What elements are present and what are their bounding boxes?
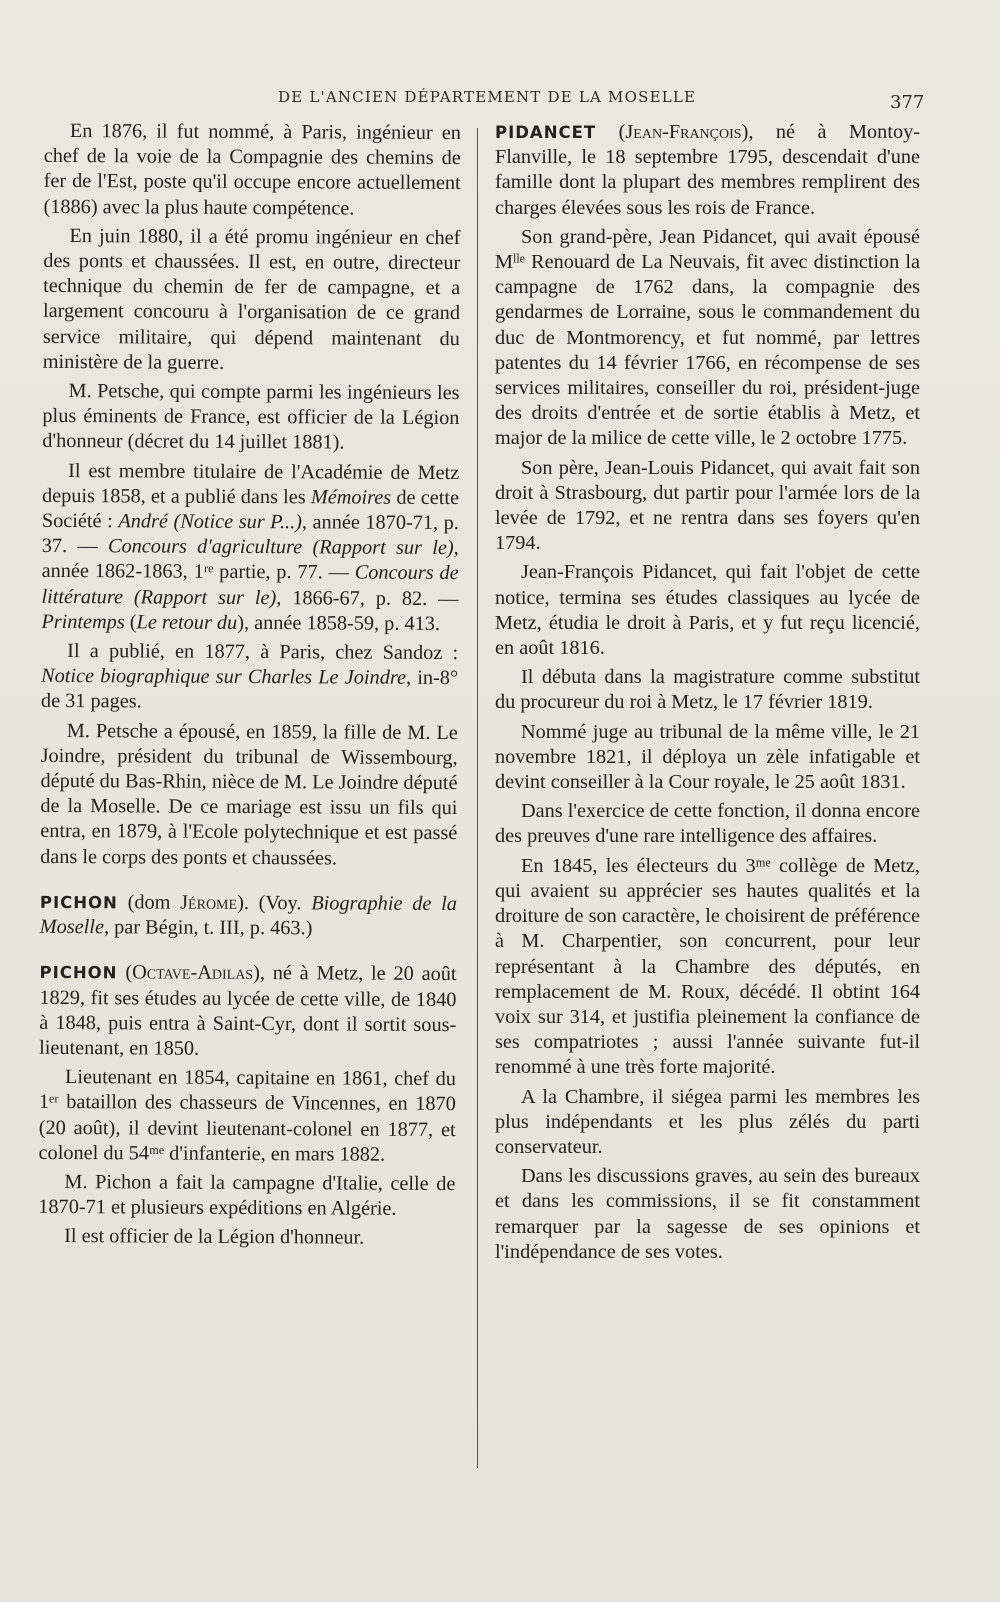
paragraph-notice: Il a publié, en 1877, à Paris, chez Sandoz : Notice biographique sur Charles Le Joindre, in-8° de 31 pages. [40, 640, 459, 713]
paragraph: Dans l'exercice de cette fonction, il donna encore des preuves d'une rare intelligence des affaires. [495, 800, 920, 848]
paragraph: Nommé juge au tribunal de la même ville, le 21 novembre 1821, il déploya un zèle infatigable et devint conseiller à la Cour royale, le 25 août 1831. [495, 720, 920, 794]
paragraph: Jean-François Pidancet, qui fait l'objet de cette notice, termina ses études classiques au lycée de Metz, étudia le droit à Paris, et y fut reçu licencié, en août 1816. [495, 561, 920, 660]
right-column [495, 120, 920, 1269]
paragraph: M. Pichon a fait la campagne d'Italie, celle de 1870-71 et plusieurs expéditions en Algérie. [38, 1170, 456, 1220]
paragraph: En 1845, les électeurs du 3ᵐᵉ collège de Metz, qui avaient su apprécier ses hautes qualités et la droiture de son caractère, le choisirent de préférence à M. Charpentier, son concurrent, pour leur représentant à la Chambre des députés, en remplacement de M. Roux, décédé. Il obtint 164 voix sur 314, et justifia pleinement la confiance de ses compatriotes ; aussi l'année suivante fut-il renommé à une très forte majorité. [495, 854, 920, 1079]
entry-pichon-jerome: PICHON (dom Jérome). (Voy. Biographie de la Moselle, par Bégin, t. III, p. 463.) [39, 891, 457, 940]
paragraph: Il est officier de la Légion d'honneur. [64, 1225, 365, 1249]
paragraph: Lieutenant en 1854, capitaine en 1861, chef du 1ᵉʳ bataillon des chasseurs de Vincennes, en 1870 (20 août), il devint lieutenant-colonel en 1877, et colonel du 54ᵐᵉ d'infanterie, en mars 1882. [38, 1066, 457, 1166]
paragraph: En juin 1880, il a été promu ingénieur en chef des ponts et chaussées. Il est, en outre, directeur technique du chemin de fer de campagne, et a largement concouru à l'organisation de ce grand service militaire, qui dépend maintenant du ministère de la guerre. [42, 224, 461, 374]
paragraph: A la Chambre, il siégea parmi les membres les plus indépendants et les plus zélés du parti conservateur. [495, 1085, 920, 1158]
paragraph: Son père, Jean-Louis Pidancet, qui avait fait son droit à Strasbourg, dut partir pour l'armée lors de la levée de 1792, et ne rentra dans ses foyers qu'en 1794. [495, 456, 920, 555]
left-column [38, 119, 461, 1256]
entry-pidancet: PIDANCET (Jean-François), né à Montoy-Flanville, le 18 septembre 1795, descendait d'une famille dont la plupart des membres remplirent des charges élevées sous les rois de France. [495, 121, 920, 219]
paragraph-publications: Il est membre titulaire de l'Académie de Metz depuis 1858, et a publié dans les Mémoires de cette Société : André (Notice sur P...), année 1870-71, p. 37. — Concours d'agriculture (Rapport sur le), année 1862-1863, 1ʳᵉ partie, p. 77. — Concours de littérature (Rapport sur le), 1866-67, p. 82. — Printemps (Le retour du), année 1858-59, p. 413. [41, 459, 460, 635]
paragraph: En 1876, il fut nommé, à Paris, ingénieur en chef de la voie de la Compagnie des chemins de fer de l'Est, poste qu'il occupe encore actuellement (1886) avec la plus haute compétence. [43, 120, 461, 220]
paragraph: Il débuta dans la magistrature comme substitut du procureur du roi à Metz, le 17 février 1819. [495, 666, 920, 714]
entry-pichon-octave: PICHON (Octave-Adilas), né à Metz, le 20 août 1829, fit ses études au lycée de cette ville, de 1840 à 1848, puis entra à Saint-Cyr, dont il sortit sous-lieutenant, en 1850. [39, 961, 457, 1060]
entry-name: PIDANCET [495, 123, 597, 142]
running-header: DE L'ANCIEN DÉPARTEMENT DE LA MOSELLE [278, 88, 697, 106]
column-divider [477, 128, 478, 1468]
entry-name: PICHON [39, 892, 118, 913]
paragraph: Son grand-père, Jean Pidancet, qui avait épousé Mˡˡᵉ Renouard de La Neuvais, fit avec distinction la campagne de 1762 dans, la compagnie des gendarmes de Lorraine, sous le commandement du duc de Montmorency, et fut nommé, par lettres patentes du 14 février 1766, en récompense de ses services militaires, conseiller du roi, président-juge des droits d'entrée et de sortie établis à Metz, et major de la milice de cette ville, le 2 octobre 1775. [495, 225, 920, 450]
paragraph: M. Petsche, qui compte parmi les ingénieurs les plus éminents de France, est officier de la Légion d'honneur (décret du 14 juillet 1881). [42, 380, 460, 454]
paragraph: Dans les discussions graves, au sein des bureaux et dans les commissions, il se fit constamment remarquer par la sagesse de ses opinions et l'indépendance de ses votes. [495, 1165, 920, 1263]
paragraph: M. Petsche a épousé, en 1859, la fille de M. Le Joindre, président du tribunal de Wissembourg, député du Bas-Rhin, nièce de M. Le Joindre député de la Moselle. De ce mariage est issu un fils qui entra, en 1879, à l'Ecole polytechnique et est passé dans le corps des ponts et chaussées. [40, 719, 458, 870]
entry-name: PICHON [39, 963, 118, 983]
page-number: 377 [890, 92, 925, 113]
